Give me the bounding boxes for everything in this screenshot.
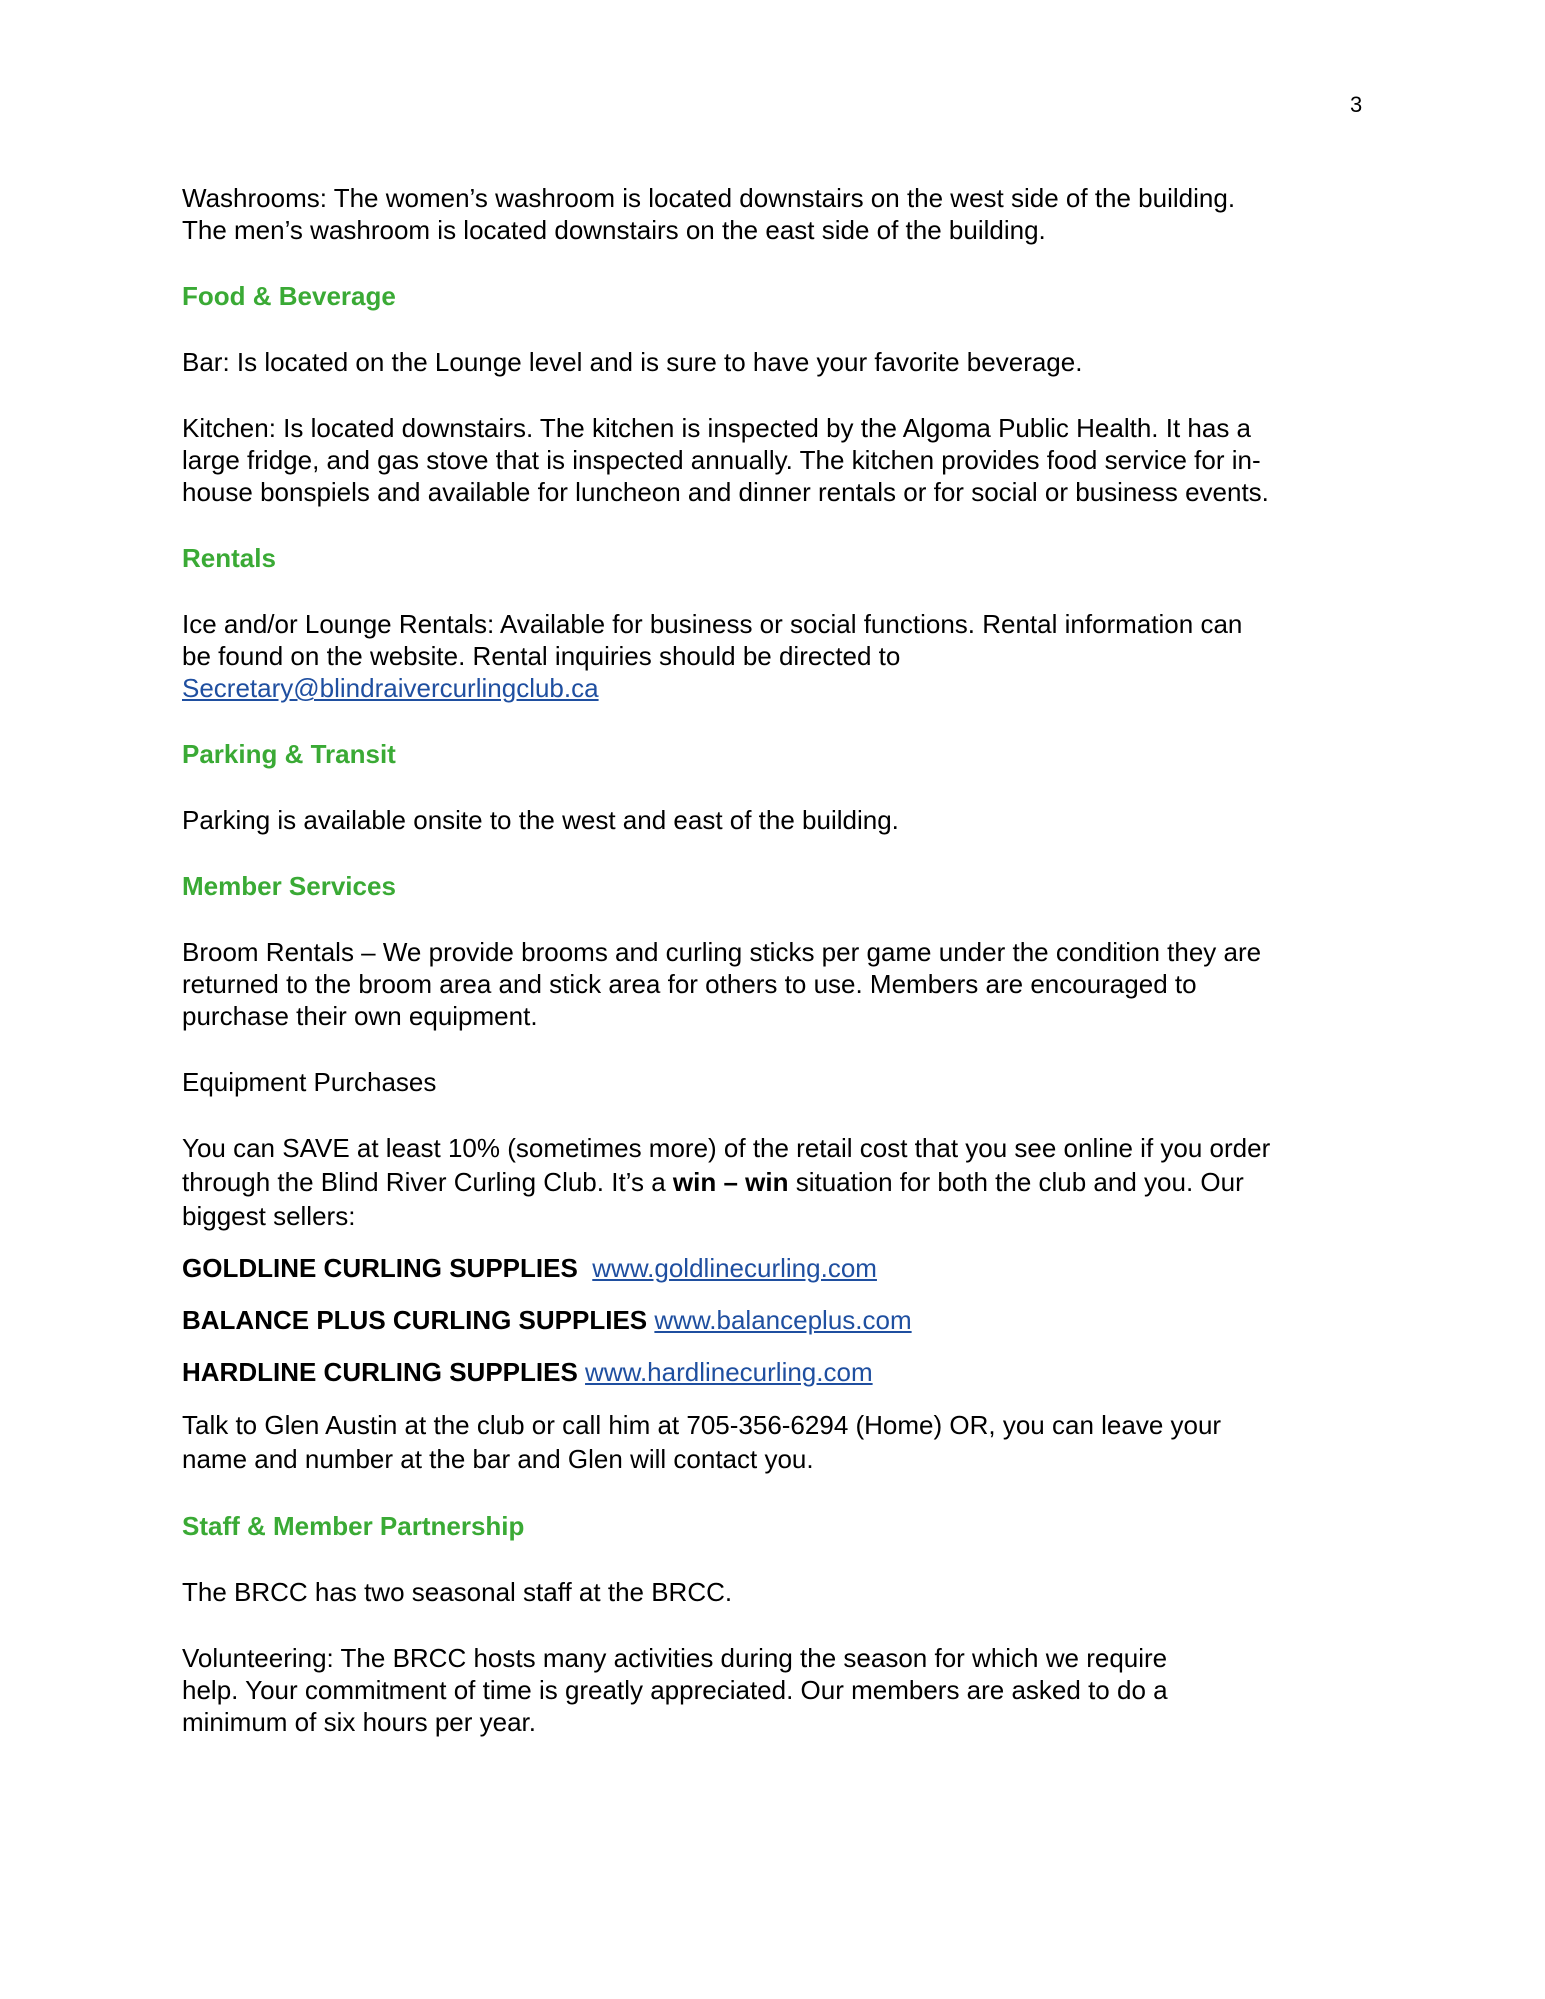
equipment-purchases-title: Equipment Purchases	[182, 1067, 437, 1097]
bar-text: Bar: Is located on the Lounge level and is sure to have your favorite beverage.	[182, 347, 1083, 377]
save-line-2	[182, 1164, 1362, 1200]
save-line-3: biggest sellers:	[182, 1201, 356, 1231]
parking-text: Parking is available onsite to the west and east of the building.	[182, 805, 899, 835]
supplier-row	[182, 1356, 1362, 1388]
staff-heading: Staff & Member Partnership	[182, 1511, 525, 1541]
supplier-link[interactable]: www.hardlinecurling.com	[585, 1357, 873, 1387]
win-win-text: win – win	[672, 1167, 789, 1197]
document-body	[182, 182, 1362, 1738]
page-number: 3	[1350, 92, 1363, 117]
supplier-link[interactable]: www.goldlinecurling.com	[592, 1253, 877, 1283]
volunteering-line-3: minimum of six hours per year.	[182, 1707, 537, 1737]
broom-line-2: returned to the broom area and stick area for others to use. Members are encouraged to	[182, 969, 1197, 999]
save-line-2-end: situation for both the club and you. Our	[788, 1167, 1244, 1197]
supplier-row	[182, 1252, 1362, 1284]
washrooms-line-2: The men’s washroom is located downstairs on the east side of the building.	[182, 215, 1046, 245]
rentals-heading: Rentals	[182, 543, 276, 573]
parking-heading: Parking & Transit	[182, 739, 396, 769]
rentals-line-1: Ice and/or Lounge Rentals: Available for business or social functions. Rental information can	[182, 609, 1243, 639]
save-line-1: You can SAVE at least 10% (sometimes more) of the retail cost that you see online if you order	[182, 1133, 1271, 1163]
supplier-name: GOLDLINE CURLING SUPPLIES	[182, 1253, 578, 1283]
secretary-email-link[interactable]: Secretary@blindraivercurlingclub.ca	[182, 673, 599, 703]
save-line-2-start: through the Blind River Curling Club. It’s a	[182, 1167, 673, 1197]
broom-line-3: purchase their own equipment.	[182, 1001, 538, 1031]
supplier-link[interactable]: www.balanceplus.com	[654, 1305, 912, 1335]
contact-line-2: name and number at the bar and Glen will contact you.	[182, 1444, 814, 1474]
volunteering-line-2: help. Your commitment of time is greatly appreciated. Our members are asked to do a	[182, 1675, 1168, 1705]
supplier-name: BALANCE PLUS CURLING SUPPLIES	[182, 1305, 648, 1335]
rentals-line-2: be found on the website. Rental inquiries should be directed to	[182, 641, 901, 671]
kitchen-line-1: Kitchen: Is located downstairs. The kitchen is inspected by the Algoma Public Health. It has a	[182, 413, 1251, 443]
broom-line-1: Broom Rentals – We provide brooms and curling sticks per game under the condition they are	[182, 937, 1262, 967]
food-beverage-heading: Food & Beverage	[182, 281, 396, 311]
contact-line-1: Talk to Glen Austin at the club or call him at 705-356-6294 (Home) OR, you can leave your	[182, 1410, 1222, 1440]
staff-text: The BRCC has two seasonal staff at the BRCC.	[182, 1577, 733, 1607]
member-services-heading: Member Services	[182, 871, 396, 901]
volunteering-line-1: Volunteering: The BRCC hosts many activities during the season for which we require	[182, 1643, 1168, 1673]
supplier-name: HARDLINE CURLING SUPPLIES	[182, 1357, 578, 1387]
washrooms-line-1: Washrooms: The women’s washroom is located downstairs on the west side of the building.	[182, 183, 1236, 213]
supplier-row	[182, 1304, 1362, 1336]
kitchen-line-3: house bonspiels and available for luncheon and dinner rentals or for social or business events.	[182, 477, 1269, 507]
kitchen-line-2: large fridge, and gas stove that is inspected annually. The kitchen provides food service for in-	[182, 445, 1261, 475]
